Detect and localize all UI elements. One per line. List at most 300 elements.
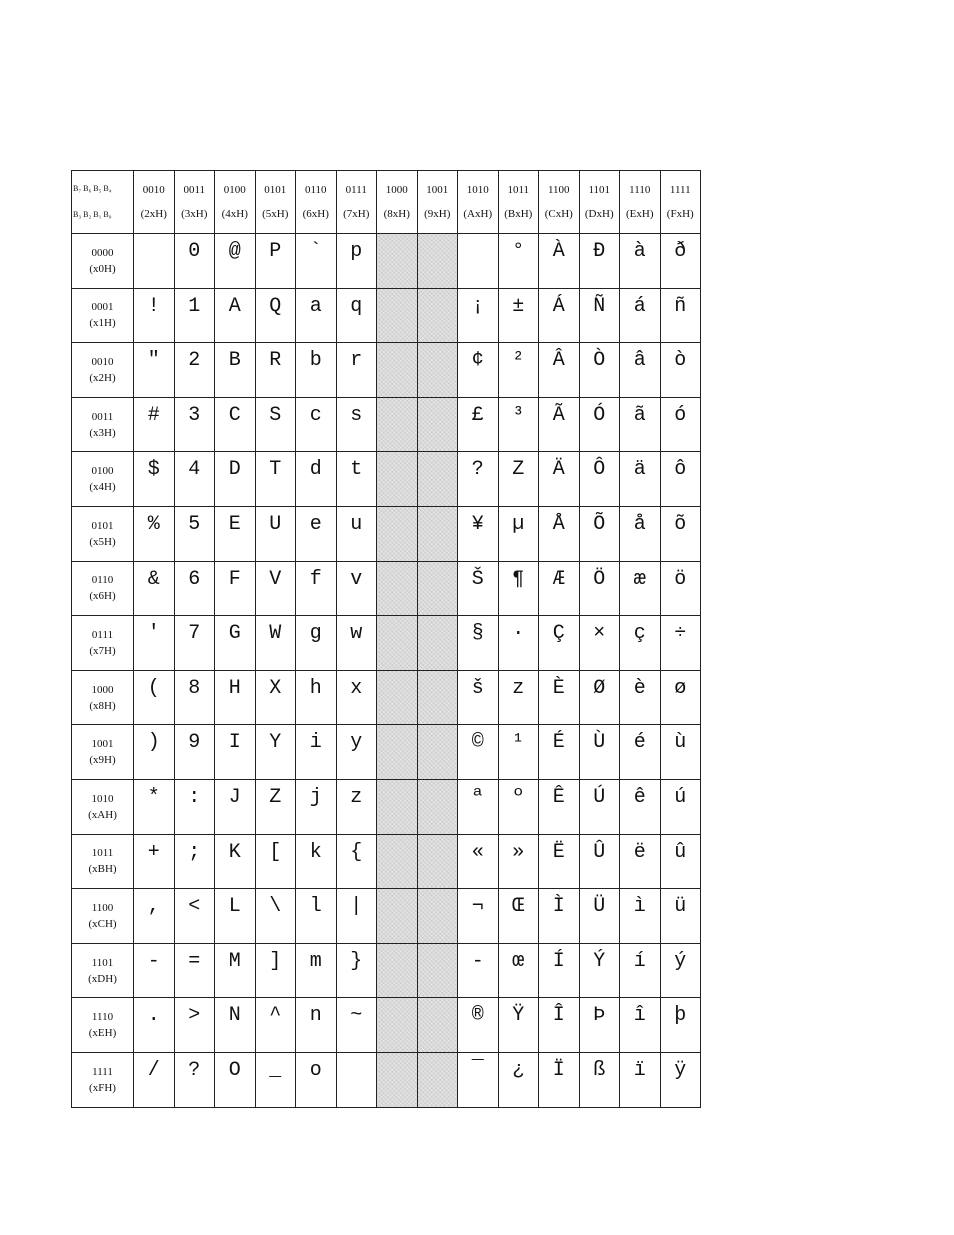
character-cell: H	[215, 670, 256, 725]
reserved-cell	[377, 670, 418, 725]
character-cell: r	[336, 343, 377, 398]
row-header	[72, 998, 134, 1053]
reserved-cell	[417, 779, 458, 834]
character-cell	[134, 234, 175, 289]
character-cell: È	[539, 670, 580, 725]
character-cell: û	[660, 834, 701, 889]
column-binary: 0010	[142, 184, 165, 196]
row-binary: 0111	[91, 628, 114, 641]
column-binary: 0111	[345, 184, 367, 196]
character-cell: o	[296, 1052, 337, 1107]
column-hex: (3xH)	[181, 208, 208, 220]
character-cell: è	[620, 670, 661, 725]
reserved-cell	[417, 725, 458, 780]
row-hex: (x2H)	[89, 371, 116, 384]
character-cell: 8	[174, 670, 215, 725]
table-row	[72, 779, 701, 834]
character-cell: ú	[660, 779, 701, 834]
character-cell: T	[255, 452, 296, 507]
character-cell: À	[539, 234, 580, 289]
character-cell: b	[296, 343, 337, 398]
column-header	[134, 171, 175, 234]
character-cell: ß	[579, 1052, 620, 1107]
character-cell: e	[296, 506, 337, 561]
character-cell: 3	[174, 397, 215, 452]
character-cell: ¬	[458, 889, 499, 944]
character-cell: @	[215, 234, 256, 289]
table-row	[72, 616, 701, 671]
column-hex: (DxH)	[584, 208, 614, 220]
column-hex: (BxH)	[504, 208, 533, 220]
reserved-cell	[417, 343, 458, 398]
row-binary: 1100	[91, 901, 114, 914]
reserved-cell	[377, 998, 418, 1053]
reserved-cell	[417, 616, 458, 671]
character-cell: m	[296, 943, 337, 998]
character-cell: ë	[620, 834, 661, 889]
table-row	[72, 670, 701, 725]
table-row	[72, 889, 701, 944]
character-cell: Ó	[579, 397, 620, 452]
reserved-cell	[417, 506, 458, 561]
column-hex: (2xH)	[140, 208, 167, 220]
character-cell: !	[134, 288, 175, 343]
reserved-cell	[377, 943, 418, 998]
row-header	[72, 943, 134, 998]
character-cell: /	[134, 1052, 175, 1107]
column-hex: (6xH)	[302, 208, 329, 220]
character-cell: ¢	[458, 343, 499, 398]
column-header	[255, 171, 296, 234]
character-cell: Á	[539, 288, 580, 343]
character-cell: &	[134, 561, 175, 616]
reserved-cell	[417, 943, 458, 998]
reserved-cell	[377, 234, 418, 289]
character-cell: z	[498, 670, 539, 725]
character-cell: ?	[174, 1052, 215, 1107]
character-cell: "	[134, 343, 175, 398]
column-binary: 0100	[223, 184, 246, 196]
character-cell: Ò	[579, 343, 620, 398]
character-cell: õ	[660, 506, 701, 561]
character-cell: Ý	[579, 943, 620, 998]
character-cell: Ç	[539, 616, 580, 671]
row-binary: 0001	[91, 301, 114, 314]
row-hex: (x1H)	[89, 317, 116, 330]
character-cell: _	[255, 1052, 296, 1107]
character-cell: y	[336, 725, 377, 780]
character-cell: a	[296, 288, 337, 343]
character-cell: k	[296, 834, 337, 889]
character-cell: ÿ	[660, 1052, 701, 1107]
row-binary: 1001	[91, 738, 114, 751]
character-cell: ä	[620, 452, 661, 507]
row-binary: 1010	[91, 792, 114, 805]
row-header	[72, 670, 134, 725]
character-cell: Û	[579, 834, 620, 889]
character-cell: Å	[539, 506, 580, 561]
column-header	[498, 171, 539, 234]
row-hex: (xAH)	[88, 808, 117, 821]
character-cell: D	[215, 452, 256, 507]
row-binary: 1101	[91, 956, 114, 969]
row-header	[72, 452, 134, 507]
character-cell: 0	[174, 234, 215, 289]
column-header	[579, 171, 620, 234]
row-binary: 1111	[92, 1065, 113, 1078]
character-cell: j	[296, 779, 337, 834]
column-hex: (7xH)	[343, 208, 370, 220]
character-cell: Ï	[539, 1052, 580, 1107]
reserved-cell	[377, 616, 418, 671]
character-cell: Ã	[539, 397, 580, 452]
character-cell: Y	[255, 725, 296, 780]
character-cell: L	[215, 889, 256, 944]
character-cell: -	[134, 943, 175, 998]
character-cell: ª	[458, 779, 499, 834]
character-cell: [	[255, 834, 296, 889]
character-cell: ]	[255, 943, 296, 998]
row-header	[72, 1052, 134, 1107]
character-cell: ¥	[458, 506, 499, 561]
character-cell: Þ	[579, 998, 620, 1053]
character-cell: 4	[174, 452, 215, 507]
character-cell: þ	[660, 998, 701, 1053]
character-cell: X	[255, 670, 296, 725]
character-cell: œ	[498, 943, 539, 998]
character-cell: %	[134, 506, 175, 561]
character-cell: p	[336, 234, 377, 289]
character-cell: ¡	[458, 288, 499, 343]
reserved-cell	[377, 397, 418, 452]
reserved-cell	[417, 889, 458, 944]
row-header	[72, 343, 134, 398]
table-row	[72, 1052, 701, 1107]
character-cell: q	[336, 288, 377, 343]
character-cell: =	[174, 943, 215, 998]
character-cell: ù	[660, 725, 701, 780]
character-cell: «	[458, 834, 499, 889]
column-binary: 0011	[183, 184, 206, 196]
column-header	[296, 171, 337, 234]
reserved-cell	[417, 452, 458, 507]
column-binary: 1010	[466, 184, 489, 196]
character-cell: Ä	[539, 452, 580, 507]
column-header	[620, 171, 661, 234]
character-cell: d	[296, 452, 337, 507]
table-row	[72, 397, 701, 452]
character-cell: ?	[458, 452, 499, 507]
reserved-cell	[417, 288, 458, 343]
character-cell: K	[215, 834, 256, 889]
column-binary: 1110	[629, 184, 651, 196]
character-cell: Ê	[539, 779, 580, 834]
character-cell: A	[215, 288, 256, 343]
character-cell: S	[255, 397, 296, 452]
column-header	[458, 171, 499, 234]
character-cell: Ÿ	[498, 998, 539, 1053]
character-cell: ý	[660, 943, 701, 998]
character-cell: g	[296, 616, 337, 671]
column-binary: 1101	[588, 184, 611, 196]
character-cell: 6	[174, 561, 215, 616]
character-cell: v	[336, 561, 377, 616]
character-cell: i	[296, 725, 337, 780]
column-header	[539, 171, 580, 234]
character-cell: Ú	[579, 779, 620, 834]
column-hex: (4xH)	[221, 208, 248, 220]
column-binary: 1100	[547, 184, 570, 196]
character-cell: »	[498, 834, 539, 889]
table-row	[72, 998, 701, 1053]
character-cell: ¿	[498, 1052, 539, 1107]
character-cell: à	[620, 234, 661, 289]
column-binary: 1000	[385, 184, 408, 196]
character-cell: N	[215, 998, 256, 1053]
reserved-cell	[377, 1052, 418, 1107]
character-cell: ã	[620, 397, 661, 452]
column-header	[377, 171, 418, 234]
character-cell: Z	[498, 452, 539, 507]
column-header	[336, 171, 377, 234]
character-cell: Â	[539, 343, 580, 398]
character-cell: Ù	[579, 725, 620, 780]
row-binary: 0011	[91, 410, 114, 423]
character-cell: 2	[174, 343, 215, 398]
row-hex: (xDH)	[88, 972, 117, 985]
reserved-cell	[417, 561, 458, 616]
character-cell: æ	[620, 561, 661, 616]
column-binary: 1011	[507, 184, 530, 196]
table-row	[72, 725, 701, 780]
character-cell: Ö	[579, 561, 620, 616]
character-cell: W	[255, 616, 296, 671]
row-hex: (xCH)	[88, 917, 117, 930]
character-cell: º	[498, 779, 539, 834]
reserved-cell	[377, 779, 418, 834]
column-binary: 0101	[264, 184, 287, 196]
character-cell: }	[336, 943, 377, 998]
column-hex: (8xH)	[383, 208, 410, 220]
reserved-cell	[417, 670, 458, 725]
row-hex: (xEH)	[88, 1027, 117, 1040]
character-cell: 7	[174, 616, 215, 671]
column-hex: (ExH)	[626, 208, 654, 220]
character-cell: Ø	[579, 670, 620, 725]
character-cell: M	[215, 943, 256, 998]
character-cell: (	[134, 670, 175, 725]
character-cell: \	[255, 889, 296, 944]
character-cell: Ë	[539, 834, 580, 889]
character-cell: î	[620, 998, 661, 1053]
character-cell: *	[134, 779, 175, 834]
character-cell: n	[296, 998, 337, 1053]
column-binary: 0110	[304, 184, 327, 196]
row-hex: (x3H)	[89, 426, 116, 439]
character-cell: U	[255, 506, 296, 561]
character-cell	[336, 1052, 377, 1107]
character-cell: F	[215, 561, 256, 616]
character-cell: O	[215, 1052, 256, 1107]
character-cell: R	[255, 343, 296, 398]
character-cell: w	[336, 616, 377, 671]
row-hex: (x5H)	[89, 535, 116, 548]
character-cell: ¶	[498, 561, 539, 616]
character-cell: |	[336, 889, 377, 944]
row-header	[72, 288, 134, 343]
row-header	[72, 889, 134, 944]
character-cell: {	[336, 834, 377, 889]
character-cell: °	[498, 234, 539, 289]
column-hex: (FxH)	[666, 208, 694, 220]
row-binary: 0110	[91, 574, 114, 587]
character-cell: Q	[255, 288, 296, 343]
character-cell: Í	[539, 943, 580, 998]
character-cell: ;	[174, 834, 215, 889]
character-cell: Ñ	[579, 288, 620, 343]
character-cell: š	[458, 670, 499, 725]
character-cell: á	[620, 288, 661, 343]
reserved-cell	[377, 288, 418, 343]
reserved-cell	[377, 343, 418, 398]
character-cell: ê	[620, 779, 661, 834]
row-hex: (x9H)	[89, 754, 116, 767]
character-cell: Œ	[498, 889, 539, 944]
column-header	[417, 171, 458, 234]
character-cell: ±	[498, 288, 539, 343]
reserved-cell	[377, 506, 418, 561]
reserved-cell	[377, 561, 418, 616]
character-cell: Đ	[579, 234, 620, 289]
column-header	[174, 171, 215, 234]
character-cell: .	[134, 998, 175, 1053]
character-cell: ö	[660, 561, 701, 616]
character-cell: l	[296, 889, 337, 944]
reserved-cell	[417, 1052, 458, 1107]
row-binary: 0000	[91, 246, 114, 259]
character-cell: é	[620, 725, 661, 780]
character-cell: ñ	[660, 288, 701, 343]
character-cell: )	[134, 725, 175, 780]
character-cell: E	[215, 506, 256, 561]
row-hex: (x4H)	[89, 481, 116, 494]
character-cell: '	[134, 616, 175, 671]
table-row	[72, 343, 701, 398]
character-cell: #	[134, 397, 175, 452]
row-hex: (xBH)	[88, 863, 117, 876]
column-header	[660, 171, 701, 234]
character-code-table	[71, 170, 701, 1108]
reserved-cell	[377, 889, 418, 944]
character-cell: >	[174, 998, 215, 1053]
row-header	[72, 616, 134, 671]
character-cell: ¯	[458, 1052, 499, 1107]
character-cell: ø	[660, 670, 701, 725]
row-hex: (x0H)	[89, 262, 116, 275]
row-hex: (x7H)	[89, 644, 116, 657]
character-cell: å	[620, 506, 661, 561]
character-cell: ³	[498, 397, 539, 452]
character-cell: ò	[660, 343, 701, 398]
character-cell: P	[255, 234, 296, 289]
low-nibble-bits: B₃ B₂ B₁ B₀	[73, 210, 112, 219]
character-cell: µ	[498, 506, 539, 561]
column-hex: (AxH)	[463, 208, 493, 220]
character-cell: C	[215, 397, 256, 452]
reserved-cell	[377, 452, 418, 507]
row-binary: 1000	[91, 683, 114, 696]
character-cell: Õ	[579, 506, 620, 561]
character-cell: ×	[579, 616, 620, 671]
character-cell: z	[336, 779, 377, 834]
row-hex: (xFH)	[89, 1081, 116, 1094]
column-hex: (9xH)	[424, 208, 451, 220]
character-cell: Ì	[539, 889, 580, 944]
character-cell: ·	[498, 616, 539, 671]
row-binary: 1011	[91, 847, 114, 860]
character-cell: ç	[620, 616, 661, 671]
character-cell: x	[336, 670, 377, 725]
row-header	[72, 725, 134, 780]
character-cell: B	[215, 343, 256, 398]
character-cell: ©	[458, 725, 499, 780]
character-cell: §	[458, 616, 499, 671]
reserved-cell	[417, 234, 458, 289]
character-cell: c	[296, 397, 337, 452]
bit-order-corner	[72, 171, 134, 234]
character-cell: 9	[174, 725, 215, 780]
character-cell: u	[336, 506, 377, 561]
character-cell: G	[215, 616, 256, 671]
character-cell: ^	[255, 998, 296, 1053]
character-cell: ð	[660, 234, 701, 289]
character-cell: J	[215, 779, 256, 834]
character-cell: ~	[336, 998, 377, 1053]
table-row	[72, 234, 701, 289]
column-header	[215, 171, 256, 234]
table-row	[72, 452, 701, 507]
row-header	[72, 779, 134, 834]
character-cell: 1	[174, 288, 215, 343]
reserved-cell	[377, 725, 418, 780]
table-row	[72, 834, 701, 889]
character-cell: 5	[174, 506, 215, 561]
character-cell: ÷	[660, 616, 701, 671]
character-cell: f	[296, 561, 337, 616]
character-cell: ó	[660, 397, 701, 452]
character-cell: â	[620, 343, 661, 398]
character-cell: Š	[458, 561, 499, 616]
reserved-cell	[417, 397, 458, 452]
character-cell: Î	[539, 998, 580, 1053]
character-cell: ì	[620, 889, 661, 944]
reserved-cell	[377, 834, 418, 889]
column-binary: 1001	[426, 184, 449, 196]
character-cell: V	[255, 561, 296, 616]
row-header	[72, 834, 134, 889]
character-cell: :	[174, 779, 215, 834]
character-cell: É	[539, 725, 580, 780]
row-header	[72, 561, 134, 616]
character-cell: ,	[134, 889, 175, 944]
row-header	[72, 506, 134, 561]
row-header	[72, 397, 134, 452]
column-hex: (5xH)	[262, 208, 289, 220]
table-row	[72, 561, 701, 616]
character-cell: Z	[255, 779, 296, 834]
character-cell: ®	[458, 998, 499, 1053]
row-binary: 0010	[91, 355, 114, 368]
